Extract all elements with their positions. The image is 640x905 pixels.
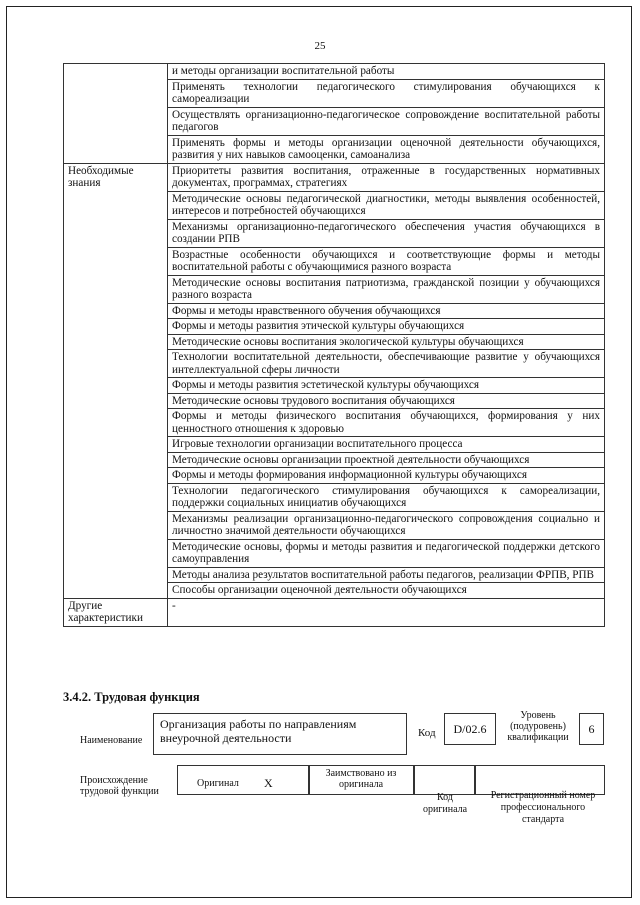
row-text: Методические основы, формы и методы развития и педагогической поддержки детского самоуправления <box>168 539 605 567</box>
name-label: Наименование <box>80 735 143 746</box>
row-text: Формы и методы формирования информационной культуры обучающихся <box>168 468 605 484</box>
origin-divider-3 <box>474 765 476 795</box>
level-label: Уровень (подуровень) квалификации <box>507 710 569 743</box>
row-text: Применять формы и методы организации оценочной деятельности обучающихся, развития у них навыков самооценки, самоанализа <box>168 135 605 163</box>
origin-borrowed: Заимствовано из оригинала <box>325 768 397 790</box>
origin-mark: X <box>264 776 273 790</box>
row-text: Технологии педагогического стимулирования обучающихся к самореализации, поддержки социальных инициатив обучающихся <box>168 483 605 511</box>
row-text: Методические основы трудового воспитания обучающихся <box>168 393 605 409</box>
row-text: и методы организации воспитательной работы <box>168 64 605 80</box>
competency-table <box>63 63 605 627</box>
row-text: Формы и методы нравственного обучения обучающихся <box>168 303 605 319</box>
row-text: Методы анализа результатов воспитательной работы педагогов, реализации ФРПВ, РПВ <box>168 567 605 583</box>
origin-divider-2 <box>413 765 415 795</box>
row-text: Формы и методы развития эстетической культуры обучающихся <box>168 378 605 394</box>
row-text: Методические основы воспитания экологической культуры обучающихся <box>168 334 605 350</box>
origin-code-caption: Код оригинала <box>422 792 468 815</box>
function-name: Организация работы по направлениям внеурочной деятельности <box>153 713 407 755</box>
section-title: 3.4.2. Трудовая функция <box>63 690 200 704</box>
row-text: Методические основы воспитания патриотизма, гражданской позиции у обучающихся разного возраста <box>168 275 605 303</box>
row-text: Формы и методы развития этической культуры обучающихся <box>168 319 605 335</box>
origin-label: Происхождение трудовой функции <box>80 775 159 797</box>
code-label: Код <box>418 727 436 739</box>
row-text: Игровые технологии организации воспитательного процесса <box>168 437 605 453</box>
row-text: Методические основы педагогической диагностики, методы выявления особенностей, интересов и потребностей обучающихся <box>168 191 605 219</box>
row-text: Применять технологии педагогического стимулирования обучающихся к самореализации <box>168 79 605 107</box>
origin-divider-1 <box>308 765 310 795</box>
row-text: Формы и методы физического воспитания обучающихся, формирования у них ценностного отношения к здоровью <box>168 409 605 437</box>
row-text: Осуществлять организационно-педагогическое сопровождение воспитательной работы педагогов <box>168 107 605 135</box>
function-code: D/02.6 <box>444 713 496 745</box>
level-value: 6 <box>579 713 604 745</box>
origin-reg-caption: Регистрационный номер профессионального стандарта <box>490 790 596 825</box>
row-label: Другие характеристики <box>64 598 168 626</box>
row-text: Приоритеты развития воспитания, отраженные в государственных нормативных документах, программах, стратегиях <box>168 163 605 191</box>
row-text: Механизмы организационно-педагогического обеспечения участия обучающихся в создании РПВ <box>168 219 605 247</box>
row-text: Способы организации оценочной деятельности обучающихся <box>168 583 605 599</box>
origin-original: Оригинал <box>197 778 239 789</box>
row-text: - <box>168 598 605 626</box>
row-text: Механизмы реализации организационно-педагогического сопровождения социально и личностно значимой деятельности обучающихся <box>168 511 605 539</box>
row-text: Методические основы организации проектной деятельности обучающихся <box>168 452 605 468</box>
knowledge-row <box>64 163 605 191</box>
other-row <box>64 598 605 626</box>
row-label <box>64 64 168 164</box>
skills-row <box>64 64 605 80</box>
row-label: Необходимые знания <box>64 163 168 598</box>
row-text: Технологии воспитательной деятельности, обеспечивающие развитие у обучающихся интеллектуальной сферы личности <box>168 350 605 378</box>
page-number: 25 <box>314 40 326 52</box>
row-text: Возрастные особенности обучающихся и соответствующие формы и методы воспитательной работы с обучающимися разного возраста <box>168 247 605 275</box>
